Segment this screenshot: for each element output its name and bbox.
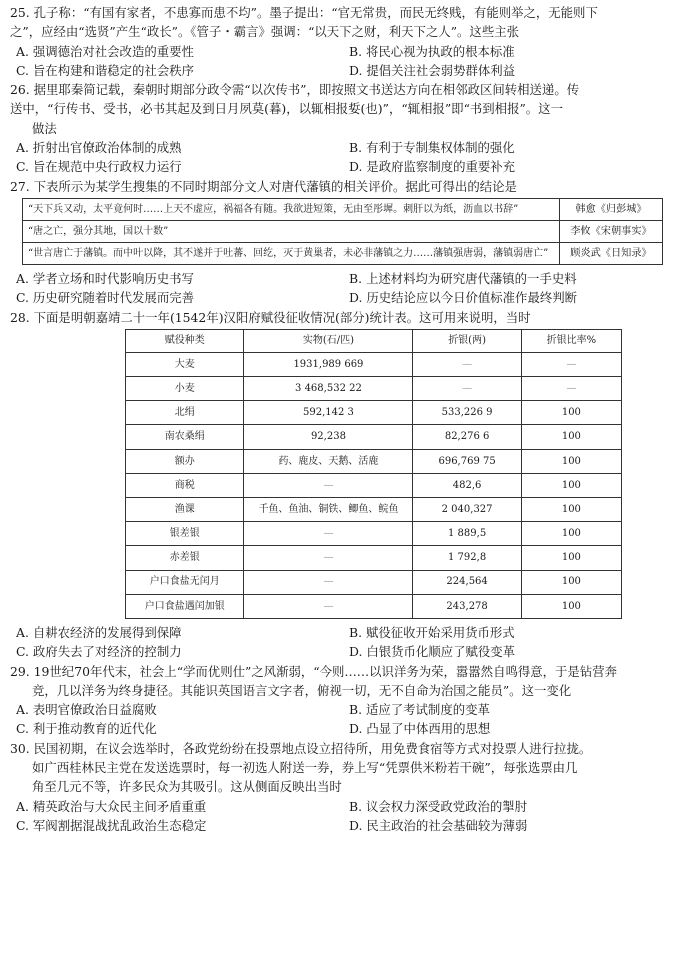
stem-line: 26. 据里耶秦简记载，秦朝时期部分政令需“以次传书”，即按照文书送达方向在相邻政区间转相送递。传 <box>10 82 580 98</box>
table-cell: 北绢 <box>126 401 244 425</box>
question-25-stem <box>10 3 683 42</box>
source-cell: 李攸《宋朝事实》 <box>560 220 663 242</box>
option-b: B. 赋役征收开始采用货币形式 <box>349 624 515 640</box>
stem-line: 29. 19世纪70年代末，社会上“学而优则仕”之风渐弱，“今则……以识洋务为荣，嚣嚣然自鸣得意，于是钻营奔 <box>10 663 617 679</box>
option-c: C. 政府失去了对经济的控制力 <box>16 644 182 660</box>
option-c: C. 历史研究随着时代发展而完善 <box>16 290 194 306</box>
table-cell: — <box>244 570 413 594</box>
table-cell: 92,238 <box>244 425 413 449</box>
question-30 <box>10 739 683 835</box>
option-b: B. 议会权力深受政党政治的掣肘 <box>349 798 528 814</box>
table-cell: 100 <box>521 473 621 497</box>
option-d: D. 是政府监察制度的重要补充 <box>349 159 516 175</box>
option-a: A. 学者立场和时代影响历史书写 <box>16 270 194 286</box>
option-d: D. 民主政治的社会基础较为薄弱 <box>349 817 528 833</box>
option-a: A. 强调德治对社会改造的重要性 <box>16 43 194 59</box>
table-cell: 大麦 <box>126 352 244 376</box>
table-cell: — <box>413 377 521 401</box>
table-cell: 3 468,532 22 <box>244 377 413 401</box>
stem-line: 27. 下表所示为某学生搜集的不同时期部分文人对唐代藩镇的相关评价。据此可得出的结论是 <box>10 178 517 194</box>
table-cell: 额办 <box>126 449 244 473</box>
tax-table-body <box>126 352 622 618</box>
question-28-stem <box>10 308 683 327</box>
column-header: 赋役种类 <box>126 329 244 352</box>
table-cell: 户口食盐遇闰加银 <box>126 594 244 618</box>
table-cell: 100 <box>521 546 621 570</box>
question-26-stem <box>10 80 683 138</box>
table-row <box>126 570 622 594</box>
table-cell: 100 <box>521 522 621 546</box>
stem-line: 竞，几以洋务为终身捷径。其能识英国语言文字者，俯视一切，无不自命为治国之能员”。这一变化 <box>32 682 572 698</box>
table-header-row <box>126 329 622 352</box>
table-row <box>126 594 622 618</box>
table-cell: 533,226 9 <box>413 401 521 425</box>
table-row <box>23 198 663 220</box>
exam-page <box>10 0 683 835</box>
table-row <box>126 546 622 570</box>
table-cell: 243,278 <box>413 594 521 618</box>
tax-table <box>125 329 622 619</box>
option-a: A. 折射出官僚政治体制的成熟 <box>16 140 182 156</box>
table-cell: 696,769 75 <box>413 449 521 473</box>
table-cell: 赤差银 <box>126 546 244 570</box>
question-27-stem <box>10 177 683 196</box>
table-row <box>126 352 622 376</box>
stem-line: 做法 <box>32 120 57 136</box>
table-cell: 592,142 3 <box>244 401 413 425</box>
table-cell: 小麦 <box>126 377 244 401</box>
table-cell: — <box>244 473 413 497</box>
table-cell: 224,564 <box>413 570 521 594</box>
evaluation-table <box>22 198 663 265</box>
question-29 <box>10 662 683 739</box>
question-26 <box>10 80 683 176</box>
table-cell: 户口食盐无闰月 <box>126 570 244 594</box>
question-25-options <box>16 42 683 81</box>
question-27-options <box>16 269 683 308</box>
stem-line: 如广西桂林民主党在发送选票时，每一初选人附送一券，券上写“凭票供米粉若干碗”，每张选票由几 <box>32 760 578 775</box>
option-a: A. 精英政治与大众民主间矛盾重重 <box>16 798 207 814</box>
table-cell: 商税 <box>126 473 244 497</box>
option-b: B. 适应了考试制度的变革 <box>349 702 490 718</box>
option-d: D. 白银货币化顺应了赋役变革 <box>349 644 516 660</box>
table-cell: 100 <box>521 449 621 473</box>
stem-line: 28. 下面是明朝嘉靖二十一年(1542年)汉阳府赋役征收情况(部分)统计表。这可用来说明，当时 <box>10 309 531 325</box>
question-25 <box>10 0 683 80</box>
stem-line: 送中，“行传书、受书，必书其起及到日月夙莫(暮)，以辄相报娎(也)”，“辄相报”即“书到相报”。这一 <box>10 101 563 117</box>
question-30-options <box>16 797 683 836</box>
table-cell: 100 <box>521 497 621 521</box>
quote-cell: “唐之亡，强分其地，国以十数” <box>23 220 560 242</box>
table-cell: — <box>244 594 413 618</box>
table-row <box>126 522 622 546</box>
table-row <box>126 449 622 473</box>
table-cell: 1931,989 669 <box>244 352 413 376</box>
table-cell: — <box>521 377 621 401</box>
question-29-options <box>16 700 683 739</box>
stem-line: 25. 孔子称：“有国有家者，不患寡而患不均”。墨子提出：“官无常贵，而民无终贱，有能则举之，无能则下 <box>10 5 598 20</box>
column-header: 实物(石/匹) <box>244 329 413 352</box>
table-cell: 1 889,5 <box>413 522 521 546</box>
table-cell: 1 792,8 <box>413 546 521 570</box>
table-row <box>126 425 622 449</box>
column-header: 折银(两) <box>413 329 521 352</box>
quote-cell: “世言唐亡于藩镇。而中叶以降，其不遂并于吐蕃、回纥，灭于黄巢者，未必非藩镇之力……藩镇强唐弱，藩镇弱唐亡” <box>23 242 560 264</box>
table-cell: 100 <box>521 594 621 618</box>
stem-line: 角至几元不等，许多民众为其吸引。这从侧面反映出当时 <box>32 779 342 795</box>
option-c: C. 旨在构建和谐稳定的社会秩序 <box>16 62 194 78</box>
question-26-options <box>16 138 683 177</box>
table-cell: — <box>413 352 521 376</box>
source-cell: 韩愈《归彭城》 <box>560 198 663 220</box>
table-cell: 千鱼、鱼油、铜铁、鲫鱼、鲩鱼 <box>244 497 413 521</box>
option-b: B. 将民心视为执政的根本标准 <box>349 43 515 59</box>
table-row <box>126 377 622 401</box>
option-d: D. 凸显了中体西用的思想 <box>349 721 491 737</box>
table-cell: 100 <box>521 425 621 449</box>
option-a: A. 表明官僚政治日益腐败 <box>16 702 157 718</box>
table-cell: 482,6 <box>413 473 521 497</box>
column-header: 折银比率% <box>521 329 621 352</box>
table-cell: 82,276 6 <box>413 425 521 449</box>
table-row <box>23 242 663 264</box>
table-cell: — <box>244 522 413 546</box>
table-cell: 银差银 <box>126 522 244 546</box>
table-cell: — <box>244 546 413 570</box>
quote-cell: “天下兵又动，太平竟何时……上天不虚应，祸福各有随。我欲进短策，无由至彤墀。刺肝以为纸，沥血以书辞” <box>23 198 560 220</box>
stem-line: 之”，应经由“选贤”产生“政长”。《管子・霸言》强调：“以天下之财，利天下之人”。这些主张 <box>10 24 519 40</box>
source-cell: 顾炎武《日知录》 <box>560 242 663 264</box>
option-b: B. 上述材料均为研究唐代藩镇的一手史料 <box>349 270 577 286</box>
table-row <box>23 220 663 242</box>
option-a: A. 自耕农经济的发展得到保障 <box>16 624 182 640</box>
option-c: C. 旨在规范中央行政权力运行 <box>16 159 182 175</box>
table-cell: 南农桑绢 <box>126 425 244 449</box>
table-cell: — <box>521 352 621 376</box>
question-28-options <box>16 623 683 662</box>
table-cell: 100 <box>521 401 621 425</box>
table-cell: 2 040,327 <box>413 497 521 521</box>
table-row <box>126 401 622 425</box>
table-cell: 100 <box>521 570 621 594</box>
option-d: D. 提倡关注社会弱势群体利益 <box>349 62 516 78</box>
option-b: B. 有利于专制集权体制的强化 <box>349 140 515 156</box>
option-c: C. 军阀割据混战扰乱政治生态稳定 <box>16 817 207 833</box>
option-c: C. 利于推动教育的近代化 <box>16 721 157 737</box>
table-cell: 渔课 <box>126 497 244 521</box>
table-row <box>126 497 622 521</box>
stem-line: 30. 民国初期，在议会选举时，各政党纷纷在投票地点设立招待所，用免费食宿等方式对投票人进行拉拢。 <box>10 740 592 756</box>
table-row <box>126 473 622 497</box>
question-30-stem <box>10 739 683 797</box>
table-cell: 药、鹿皮、天鹅、活鹿 <box>244 449 413 473</box>
question-28 <box>10 308 683 662</box>
option-d: D. 历史结论应以今日价值标准作最终判断 <box>349 290 578 306</box>
question-27 <box>10 177 683 308</box>
question-29-stem <box>10 662 683 701</box>
